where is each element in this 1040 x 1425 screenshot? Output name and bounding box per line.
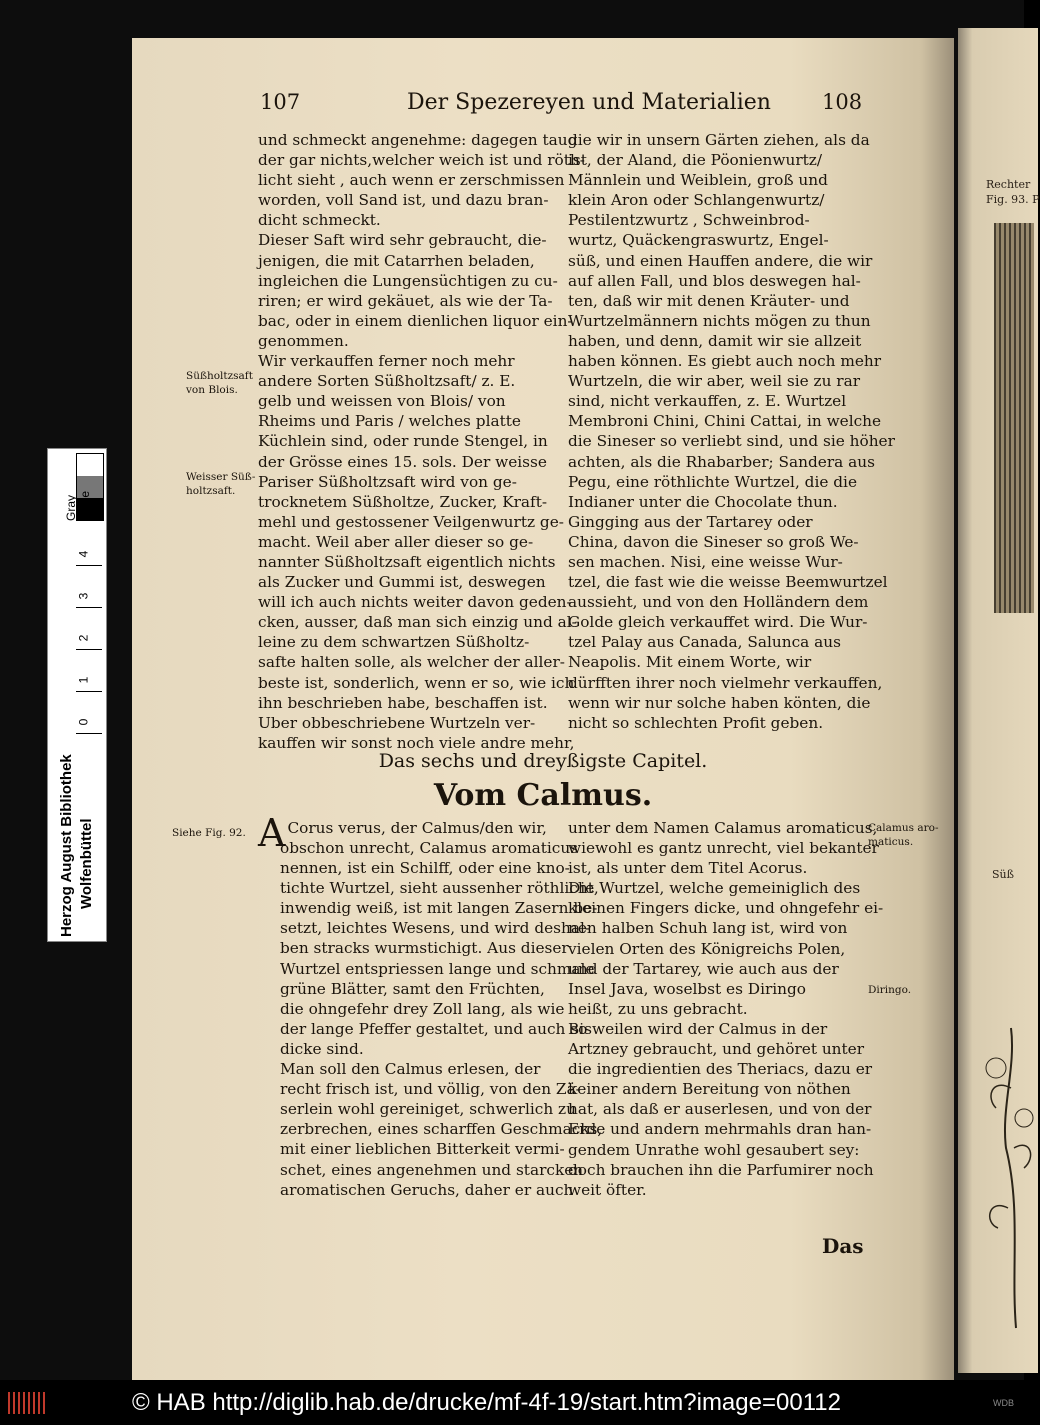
text-line: worden, voll Sand ist, und dazu bran-	[258, 191, 549, 210]
page-number-left: 107	[260, 90, 301, 114]
text-line: Die Wurtzel, welche gemeiniglich des	[568, 879, 861, 898]
right-column	[568, 130, 895, 733]
text-line: grüne Blätter, samt den Früchten,	[280, 979, 545, 998]
ruler-number: 0	[76, 718, 91, 726]
text-line: heißt, zu uns gebracht.	[568, 999, 748, 1018]
text-line: Pestilentzwurtz , Schweinbrod-	[568, 211, 810, 230]
text-line: ben stracks wurmstichigt. Aus dieser	[280, 939, 569, 958]
adjacent-text: Rechter	[986, 178, 1031, 191]
drop-cap: A	[258, 811, 286, 855]
ruler-tick	[76, 565, 102, 566]
ruler-tick	[76, 649, 102, 650]
hab-logo-icon	[8, 1392, 46, 1414]
text-line: süß, und einen Hauffen andere, die wir	[568, 251, 873, 270]
text-line: licht sieht , auch wenn er zerschmissen	[258, 171, 565, 190]
adjacent-page	[958, 28, 1038, 1373]
margin-note: holtzsaft.	[186, 485, 236, 497]
first-line-text: Corus verus, der Calmus/den wir,	[287, 819, 547, 837]
ruler-number: 4	[76, 550, 91, 558]
text-line: leine zu dem schwartzen Süßholtz-	[258, 633, 530, 652]
margin-note: maticus.	[868, 836, 914, 848]
text-line: serlein wohl gereiniget, schwerlich zu	[280, 1100, 576, 1119]
text-line: genommen.	[258, 331, 349, 350]
text-line: dürfften ihrer noch vielmehr verkauffen,	[568, 673, 883, 692]
text-line: Neapolis. Mit einem Worte, wir	[568, 653, 812, 672]
ruler-number: 1	[76, 676, 91, 684]
text-line: die ohngefehr drey Zoll lang, als wie	[280, 999, 565, 1018]
text-line: Pariser Süßholtzsaft wird von ge-	[258, 472, 517, 491]
margin-note: Süßholtzsaft	[186, 370, 253, 382]
margin-note: Weisser Süß-	[186, 471, 256, 483]
text-line: ist, als unter dem Titel Acorus.	[568, 859, 808, 878]
text-line: ingleichen die Lungensüchtigen zu cu-	[258, 271, 558, 290]
text-line: als Zucker und Gummi ist, deswegen	[258, 573, 546, 592]
text-line: Männlein und Weiblein, groß und	[568, 171, 828, 190]
text-line: macht. Weil aber aller dieser so ge-	[258, 532, 534, 551]
ruler-tick	[76, 733, 102, 734]
ruler-number: 3	[76, 592, 91, 600]
adjacent-illustration	[994, 223, 1034, 613]
text-line: klein Aron oder Schlangenwurtz/	[568, 191, 825, 210]
text-line: zerbrechen, eines scharffen Geschmacks,	[280, 1120, 603, 1139]
text-line: safte halten solle, als welcher der aller-	[258, 653, 565, 672]
text-line: tichte Wurtzel, sieht aussenher röthlicht,	[280, 879, 599, 898]
text-line: achten, als die Rhabarber; Sandera aus	[568, 452, 875, 471]
margin-note: Diringo.	[868, 984, 912, 996]
ruler-tick	[76, 607, 102, 608]
text-line: vielen Orten des Königreichs Polen,	[568, 939, 846, 958]
text-line: Indianer unter die Chocolate thun.	[568, 492, 838, 511]
text-line: aussieht, und von den Holländern dem	[568, 593, 869, 612]
text-line: setzt, leichtes Wesens, und wird deshal-	[280, 919, 591, 938]
text-line: Erde und andern mehrmahls dran han-	[568, 1120, 872, 1139]
text-line: weit öfter.	[568, 1180, 647, 1199]
text-line: wiewohl es gantz unrecht, viel bekanter	[568, 839, 879, 858]
text-line: nennen, ist ein Schilff, oder eine kno-	[280, 859, 570, 878]
text-line: und der Tartarey, wie auch aus der	[568, 959, 839, 978]
text-line: kauffen wir sonst noch viele andre mehr,	[258, 733, 575, 752]
text-line: auf allen Fall, und blos deswegen hal-	[568, 271, 861, 290]
text-line: beste ist, sonderlich, wenn er so, wie ich	[258, 673, 575, 692]
text-line: die wir in unsern Gärten ziehen, als da	[568, 131, 870, 149]
text-line: Wir verkauffen ferner noch mehr	[258, 352, 515, 371]
text-line: obschon unrecht, Calamus aromaticus	[280, 839, 579, 857]
margin-note-figure: Siehe Fig. 92.	[172, 827, 246, 839]
chapter-title: Vom Calmus.	[433, 778, 653, 813]
text-line: sen machen. Nisi, eine weisse Wur-	[568, 552, 843, 571]
text-line: gelb und weissen von Blois/ von	[258, 392, 506, 411]
text-line: tzel Palay aus Canada, Salunca aus	[568, 633, 841, 652]
text-line: Rheims und Paris / welches platte	[258, 412, 521, 431]
ruler-tick	[76, 691, 102, 692]
text-line: und schmeckt angenehme: dagegen taug	[258, 131, 578, 149]
text-line: mehl und gestossener Veilgenwurtz ge-	[258, 512, 564, 531]
library-label: Herzog August Bibliothek Wolfenbüttel	[58, 754, 95, 937]
text-line: Wurtzeln, die wir aber, weil sie zu rar	[568, 372, 861, 391]
margin-note: von Blois.	[186, 384, 238, 396]
text-line: wenn wir nur solche haben könten, die	[568, 693, 871, 712]
chapter-number: Das sechs und dreyßigste Capitel.	[378, 750, 708, 772]
text-line: wurtz, Quäckengraswurtz, Engel-	[568, 231, 829, 250]
text-line: Küchlein sind, oder runde Stengel, in	[258, 432, 548, 451]
text-line: nen halben Schuh lang ist, wird von	[568, 919, 848, 938]
text-line: dicke sind.	[280, 1039, 364, 1058]
text-line: der gar nichts,welcher weich ist und röth-	[258, 151, 585, 170]
text-line: Pegu, eine röthlichte Wurtzel, die die	[568, 472, 858, 491]
text-line: ten, daß wir mit denen Kräuter- und	[568, 291, 850, 310]
text-line: China, davon die Sineser so groß We-	[568, 532, 859, 551]
text-line: die ingredientien des Theriacs, dazu er	[568, 1060, 873, 1079]
text-line: cken, ausser, daß man sich einzig und al-	[258, 613, 577, 632]
text-line: doch brauchen ihn die Parfumirer noch	[568, 1160, 874, 1179]
text-line: nicht so schlechten Profit geben.	[568, 713, 824, 732]
gray-scale-label: Gray Scale	[64, 490, 92, 521]
text-line: haben können. Es giebt auch noch mehr	[568, 352, 882, 371]
text-line: keiner andern Bereitung von nöthen	[568, 1080, 851, 1099]
text-line: Golde gleich verkauffet wird. Die Wur-	[568, 613, 868, 632]
text-line: nannter Süßholtzsaft eigentlich nichts	[258, 552, 556, 571]
catchword: Das	[822, 1234, 864, 1258]
adjacent-text: Fig. 93. P	[986, 193, 1040, 206]
text-line: trocknetem Süßholtze, Zucker, Kraft-	[258, 492, 548, 511]
text-line: der Grösse eines 15. sols. Der weisse	[258, 452, 547, 471]
text-line: will ich auch nichts weiter davon geden-	[258, 593, 572, 612]
text-line: dicht schmeckt.	[258, 211, 381, 230]
text-line: Wurtzel entspriessen lange und schmale	[280, 959, 595, 978]
text-line: haben, und denn, damit wir sie allzeit	[568, 331, 862, 350]
text-line: sind, nicht verkauffen, z. E. Wurtzel	[568, 392, 847, 411]
text-line: riren; er wird gekäuet, als wie der Ta-	[258, 291, 553, 310]
text-line: schet, eines angenehmen und starcken	[280, 1160, 584, 1179]
adjacent-plant-illustration	[976, 1028, 1038, 1328]
margin-note: Calamus aro-	[868, 822, 939, 834]
text-line: kleinen Fingers dicke, und ohngefehr ei-	[568, 899, 884, 918]
book-page	[132, 38, 954, 1380]
running-title: Der Spezereyen und Materialien	[407, 90, 771, 115]
adjacent-text: Süß	[992, 868, 1014, 881]
footer-mark: WDB	[993, 1398, 1014, 1408]
text-line: Man soll den Calmus erlesen, der	[280, 1060, 541, 1079]
text-line: Gingging aus der Tartarey oder	[568, 512, 813, 531]
text-line: inwendig weiß, ist mit langen Zasern be-	[280, 899, 598, 918]
ruler-number: 2	[76, 634, 91, 642]
text-line: unter dem Namen Calamus aromaticus,	[568, 819, 878, 837]
color-reference-strip	[47, 448, 107, 942]
ruler	[76, 523, 102, 743]
right-column-2	[568, 818, 884, 1200]
text-line: ihn beschrieben habe, beschaffen ist.	[258, 693, 548, 712]
text-line: Wurtzelmännern nichts mögen zu thun	[568, 311, 871, 330]
text-line: Insel Java, woselbst es Diringo	[568, 979, 807, 998]
text-line: aromatischen Geruchs, daher er auch	[280, 1180, 574, 1199]
text-line: hat, als daß er auserlesen, und von der	[568, 1100, 872, 1119]
text-line: gendem Unrathe wohl gesaubert sey:	[568, 1140, 860, 1159]
copyright-url[interactable]: © HAB http://diglib.hab.de/drucke/mf-4f-19/start.htm?image=00112	[132, 1389, 841, 1416]
text-line: die Sineser so verliebt sind, und sie höher	[568, 432, 895, 451]
page-number-right: 108	[822, 90, 863, 114]
text-line: mit einer lieblichen Bitterkeit vermi-	[280, 1140, 565, 1159]
text-line: Bisweilen wird der Calmus in der	[568, 1019, 828, 1038]
text-line: Artzney gebraucht, und gehöret unter	[568, 1040, 865, 1059]
text-line: der lange Pfeffer gestaltet, und auch so	[280, 1019, 588, 1038]
text-line: Dieser Saft wird sehr gebraucht, die-	[258, 231, 547, 250]
text-line: tzel, die fast wie die weisse Beemwurtzel	[568, 573, 888, 592]
left-column	[258, 130, 585, 753]
text-line: jenigen, die mit Catarrhen beladen,	[258, 251, 535, 270]
text-line: ist, der Aland, die Pöonienwurtz/	[568, 151, 823, 170]
text-line: recht frisch ist, und völlig, von den Zä-	[280, 1080, 581, 1099]
text-line: Membroni Chini, Chini Cattai, in welche	[568, 412, 882, 431]
footer-bar	[0, 1380, 1024, 1425]
left-column-2	[280, 838, 603, 1200]
text-line: bac, oder in einem dienlichen liquor ein-	[258, 311, 573, 330]
text-line: andere Sorten Süßholtzsaft/ z. E.	[258, 372, 516, 391]
text-line: Uber obbeschriebene Wurtzeln ver-	[258, 713, 536, 732]
